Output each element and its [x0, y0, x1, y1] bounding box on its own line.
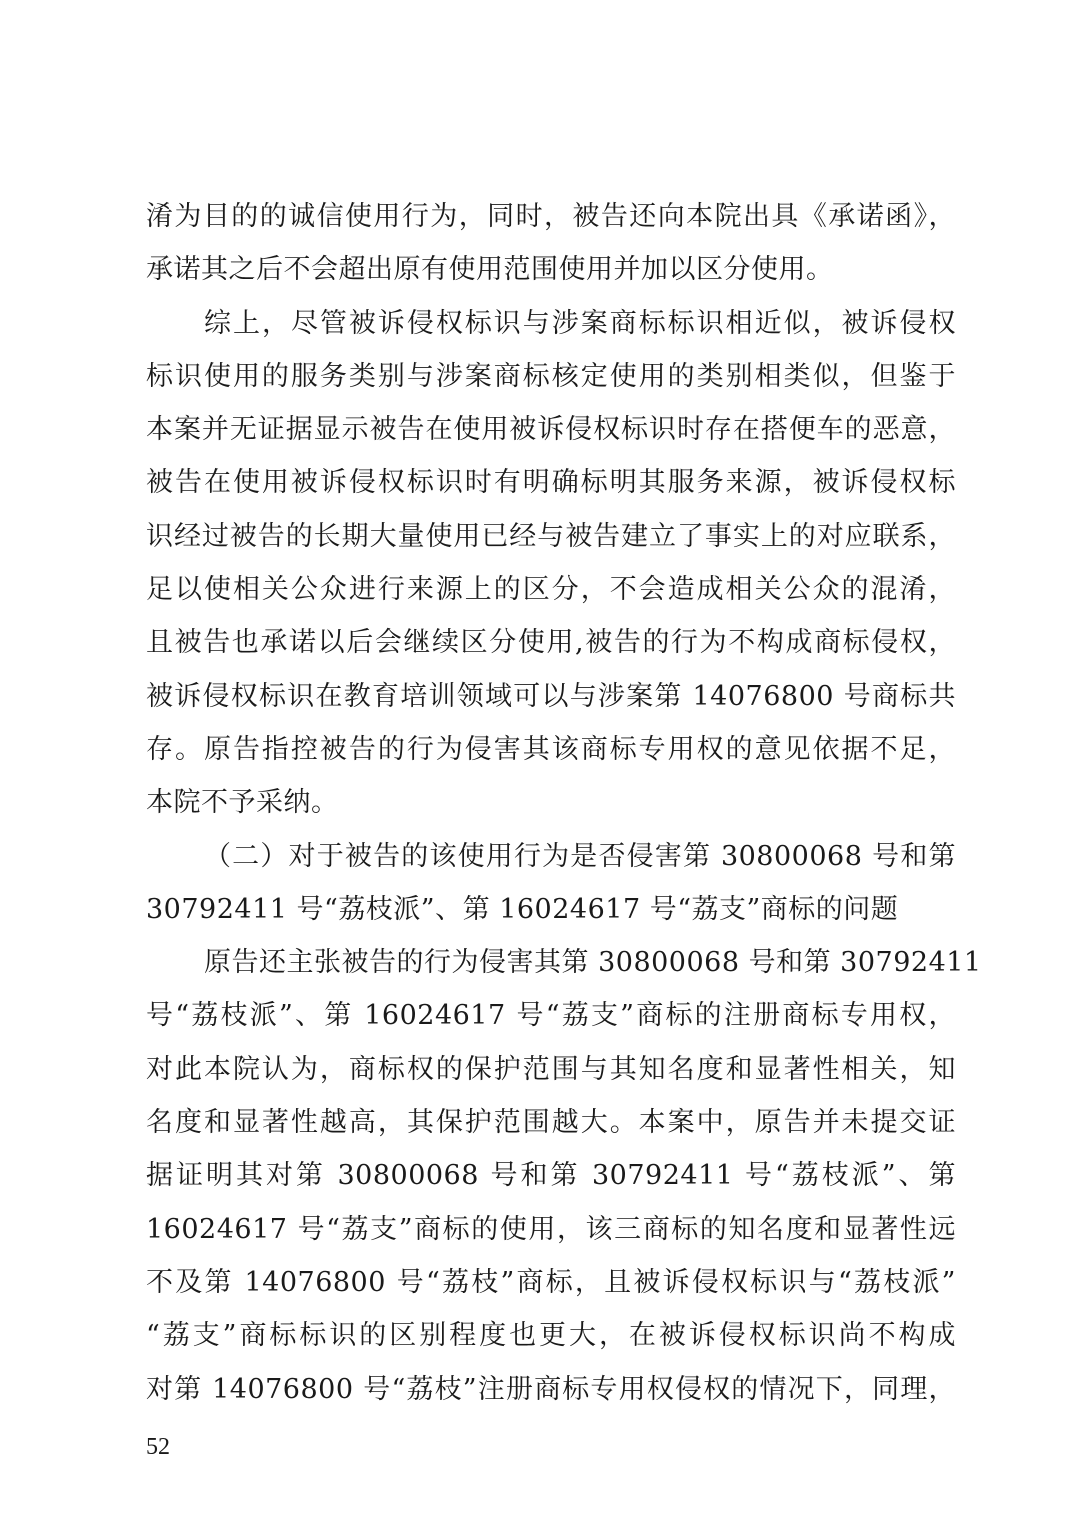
text-line: 对第 14076800 号“荔枝”注册商标专用权侵权的情况下，同理， [146, 1373, 956, 1405]
text-line: 标识使用的服务类别与涉案商标核定使用的类别相类似，但鉴于 [146, 360, 956, 392]
text-line: 本案并无证据显示被告在使用被诉侵权标识时存在搭便车的恶意， [146, 414, 956, 446]
text-line: 原告还主张被告的行为侵害其第 30800068 号和第 30792411 [204, 947, 982, 979]
text-line: 本院不予采纳。 [146, 787, 339, 819]
text-line: 据证明其对第 30800068 号和第 30792411 号“荔枝派”、第 [146, 1160, 956, 1192]
text-line: 被诉侵权标识在教育培训领域可以与涉案第 14076800 号商标共 [146, 680, 956, 712]
page-number: 52 [146, 1434, 170, 1460]
section-heading-line: （二）对于被告的该使用行为是否侵害第 30800068 号和第 [204, 840, 956, 872]
text-line: 16024617 号“荔支”商标的使用，该三商标的知名度和显著性远 [146, 1213, 956, 1245]
text-line: 且被告也承诺以后会继续区分使用,被告的行为不构成商标侵权， [146, 627, 956, 659]
text-line: 综上，尽管被诉侵权标识与涉案商标标识相近似，被诉侵权 [204, 307, 956, 339]
text-line: “荔支”商标标识的区别程度也更大，在被诉侵权标识尚不构成 [146, 1320, 956, 1352]
text-line: 承诺其之后不会超出原有使用范围使用并加以区分使用。 [146, 254, 834, 286]
text-line: 不及第 14076800 号“荔枝”商标，且被诉侵权标识与“荔枝派” [146, 1266, 956, 1298]
body-text [146, 190, 982, 1416]
text-line: 存。原告指控被告的行为侵害其该商标专用权的意见依据不足， [146, 733, 956, 765]
text-line: 足以使相关公众进行来源上的区分，不会造成相关公众的混淆， [146, 574, 956, 606]
text-line: 号“荔枝派”、第 16024617 号“荔支”商标的注册商标专用权， [146, 1000, 956, 1032]
section-heading-line: 30792411 号“荔枝派”、第 16024617 号“荔支”商标的问题 [146, 893, 899, 925]
text-line: 对此本院认为，商标权的保护范围与其知名度和显著性相关，知 [146, 1053, 956, 1085]
text-line: 识经过被告的长期大量使用已经与被告建立了事实上的对应联系， [146, 520, 956, 552]
text-line: 被告在使用被诉侵权标识时有明确标明其服务来源，被诉侵权标 [146, 467, 956, 499]
text-line: 名度和显著性越高，其保护范围越大。本案中，原告并未提交证 [146, 1107, 956, 1139]
text-line: 淆为目的的诚信使用行为，同时，被告还向本院出具《承诺函》， [146, 201, 956, 232]
